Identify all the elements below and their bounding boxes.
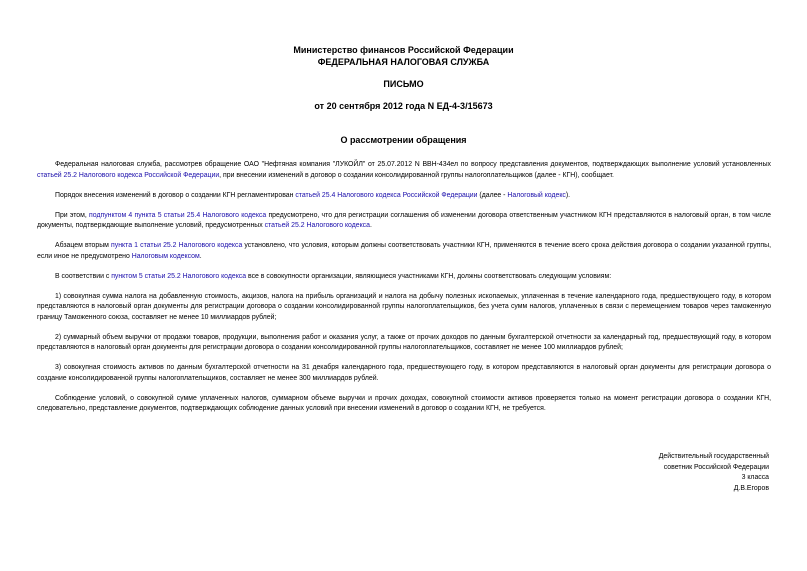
signatory-title-line-1: Действительный государственный bbox=[658, 453, 769, 460]
paragraph-text: При этом, bbox=[55, 211, 90, 219]
paragraph-text: Абзацем вторым bbox=[55, 242, 112, 249]
paragraph-text: Порядок внесения изменений в договор о создании КГН регламентирован bbox=[55, 191, 296, 199]
paragraph-text: (далее - bbox=[477, 191, 508, 199]
link-article-25-4-tax-code[interactable]: статьей 25.4 Налогового кодекса Российской Федерации bbox=[295, 191, 478, 199]
paragraph-text: установлено, что условия, которым должны соответствовать участники КГН, применяются в течение всего срока действия договора о создании указанной группы, если иное не предусмотрено bbox=[37, 242, 771, 260]
link-clause-5-article-25-2[interactable]: пунктом 5 статьи 25.2 Налогового кодекса bbox=[111, 272, 247, 280]
paragraph-text: ). bbox=[565, 191, 571, 199]
paragraph-text: В соответствии с bbox=[55, 272, 112, 280]
signatory-name: Д.В.Егоров bbox=[733, 484, 769, 492]
paragraph-condition-1: 1) совокупная сумма налога на добавленную стоимость, акцизов, налога на прибыль организаций и налога на добычу полезных ископаемых, уплаченная в течение календарного года, предшествующего году, в котором представляются в налоговый орган документы для регистрации договора о создании консолидированной группы налогоплательщиков, без учета сумм налогов, уплаченных в связи с перемещением товаров через таможенную границу Таможенного союза, составляет не менее 10 миллиардов рублей; bbox=[37, 292, 771, 321]
paragraph-3 bbox=[37, 211, 771, 232]
paragraph-text: . bbox=[199, 252, 202, 260]
paragraph-text: Федеральная налоговая служба, рассмотрев обращение ОАО "Нефтяная компания "ЛУКОЙЛ" от 25.07.2012 N ВВН-434ел по вопросу представления документов, подтверждающих выполнение условий установленных bbox=[55, 161, 771, 168]
document-date-number: от 20 сентября 2012 года N ЕД-4-3/15673 bbox=[314, 101, 493, 111]
paragraph-conclusion: Соблюдение условий, о совокупной сумме уплаченных налогов, суммарном объеме выручки и прочих доходах, совокупной стоимости активов проверяется только на момент регистрации договора о создании КГН, следовательно, представление документов, подтверждающих соблюдение данных условий при внесении изменений в договор о создании КГН, не требуется. bbox=[37, 394, 771, 412]
link-tax-code-instrumental[interactable]: Налоговым кодексом bbox=[131, 252, 200, 260]
paragraph-condition-3: 3) совокупная стоимость активов по данным бухгалтерской отчетности на 31 декабря календарного года, предшествующего году, в котором представляются в налоговый орган документы для регистрации договора о создание консолидированной группы налогоплательщиков, составляет не менее 300 миллиардов рублей. bbox=[37, 364, 771, 382]
signatory-class: 3 класса bbox=[741, 474, 769, 481]
ministry-name: Министерство финансов Российской Федерации bbox=[293, 45, 514, 55]
paragraph-text: . bbox=[369, 222, 372, 229]
letter-header bbox=[0, 44, 807, 68]
paragraph-condition-2: 2) суммарный объем выручки от продажи товаров, продукции, выполнения работ и оказания услуг, а также от прочих доходов по данным бухгалтерской отчетности за календарный год, предшествующий году, в котором представляются в налоговый орган документы для регистрации договора о создании консолидированной группы налогоплательщиков, составляет не менее 100 миллиардов рублей; bbox=[37, 333, 771, 351]
document-subject: О рассмотрении обращения bbox=[340, 135, 467, 145]
letter-body bbox=[37, 160, 771, 424]
link-clause-1-article-25-2[interactable]: пункта 1 статьи 25.2 Налогового кодекса bbox=[111, 242, 243, 249]
paragraph-1 bbox=[37, 160, 771, 181]
service-name: ФЕДЕРАЛЬНАЯ НАЛОГОВАЯ СЛУЖБА bbox=[317, 57, 490, 67]
link-subclause-4-clause-5-article-25-4[interactable]: подпунктом 4 пункта 5 статьи 25.4 Налогового кодекса bbox=[89, 211, 267, 219]
paragraph-5 bbox=[37, 272, 771, 283]
paragraph-2 bbox=[37, 191, 771, 202]
link-tax-code[interactable]: Налоговый кодекс bbox=[507, 191, 566, 199]
signatory-title-line-2: советник Российской Федерации bbox=[663, 463, 769, 471]
paragraph-text: все в совокупности организации, являющиеся участниками КГН, должны соответствовать следующим условиям: bbox=[246, 272, 612, 280]
signature-block bbox=[659, 452, 769, 494]
paragraph-4 bbox=[37, 241, 771, 262]
link-article-25-2-tax-code[interactable]: статьей 25.2 Налогового кодекса Российской Федерации bbox=[37, 171, 220, 179]
paragraph-text: предусмотрено, что для регистрации соглашения об изменении договора ответственным участником КГН представляются в налоговый орган, в том числе документы, подтверждающие выполнение условий, предусмотренных bbox=[37, 211, 771, 229]
link-article-25-2[interactable]: статьей 25.2 Налогового кодекса bbox=[264, 222, 370, 229]
paragraph-text: , при внесении изменений в договор о создании консолидированной группы налогоплательщиков (далее - КГН), сообщает. bbox=[219, 171, 614, 179]
document-type: ПИСЬМО bbox=[383, 79, 424, 89]
